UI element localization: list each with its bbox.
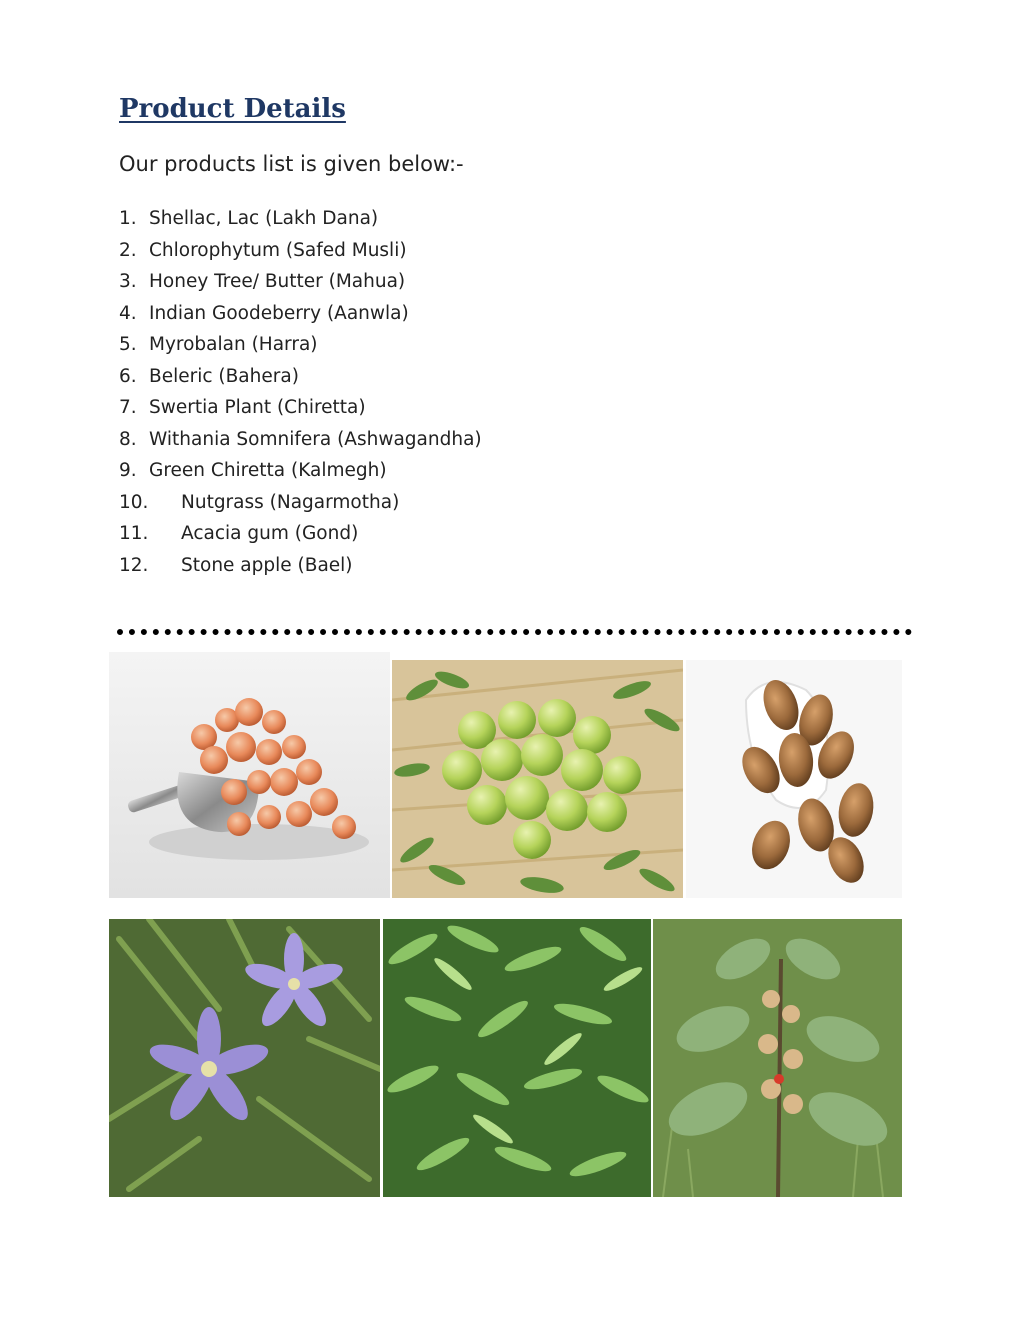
list-item: 5. Myrobalan (Harra) xyxy=(119,329,482,361)
list-item: 9. Green Chiretta (Kalmegh) xyxy=(119,455,482,487)
product-name: Beleric (Bahera) xyxy=(149,365,299,387)
product-name: Stone apple (Bael) xyxy=(181,554,353,576)
product-name: Withania Somnifera (Ashwagandha) xyxy=(149,428,482,450)
photo-swertia xyxy=(109,919,380,1197)
product-name: Green Chiretta (Kalmegh) xyxy=(149,460,387,481)
page-title: Product Details xyxy=(119,94,346,124)
dotted-separator xyxy=(117,629,912,635)
intro-text: Our products list is given below:- xyxy=(119,152,464,176)
photo-harra xyxy=(686,660,902,898)
product-name: Nutgrass (Nagarmotha) xyxy=(181,491,400,513)
product-name: Myrobalan (Harra) xyxy=(149,334,318,355)
list-item: 12. Stone apple (Bael) xyxy=(119,550,482,582)
photo-ashwagandha xyxy=(653,919,902,1197)
product-name: Chlorophytum (Safed Musli) xyxy=(149,239,407,261)
photo-acacia-gum xyxy=(109,652,390,898)
product-name: Indian Goodeberry (Aanwla) xyxy=(149,302,409,324)
product-name: Acacia gum (Gond) xyxy=(181,523,359,544)
list-item: 2. Chlorophytum (Safed Musli) xyxy=(119,235,482,267)
product-list xyxy=(119,203,482,581)
list-item: 6. Beleric (Bahera) xyxy=(119,361,482,393)
photo-kalmegh xyxy=(383,919,651,1197)
list-item: 11. Acacia gum (Gond) xyxy=(119,518,482,550)
photo-amla xyxy=(392,660,683,898)
list-item: 1. Shellac, Lac (Lakh Dana) xyxy=(119,203,482,235)
product-name: Honey Tree/ Butter (Mahua) xyxy=(149,271,406,292)
product-name: Swertia Plant (Chiretta) xyxy=(149,397,366,418)
list-item: 8. Withania Somnifera (Ashwagandha) xyxy=(119,424,482,456)
product-name: Shellac, Lac (Lakh Dana) xyxy=(149,208,379,229)
list-item: 3. Honey Tree/ Butter (Mahua) xyxy=(119,266,482,298)
list-item: 4. Indian Goodeberry (Aanwla) xyxy=(119,298,482,330)
list-item: 10. Nutgrass (Nagarmotha) xyxy=(119,487,482,519)
list-item: 7. Swertia Plant (Chiretta) xyxy=(119,392,482,424)
